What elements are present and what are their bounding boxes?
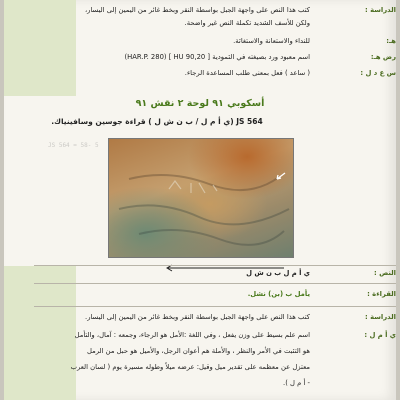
divider — [34, 265, 396, 266]
document-page — [4, 0, 396, 400]
study-text-2: ولكن للأسف الشديد تكملة النص غير واضحة. — [184, 19, 310, 27]
transliteration: ي أ م ل ب ن ش ل — [246, 269, 310, 277]
divider-2 — [34, 283, 396, 284]
inscription-subheading: JS 564 (ي أ م ل / ب ن ش ل ) قراءة جوسين وسافينياك. — [51, 117, 263, 126]
study-text-bottom: كتب هذا النص على واجهة الجبل بواسطة النقر وبخط غائر من اليمين إلى اليسار. — [85, 313, 310, 321]
yaml-text-4: - أ م ل ). — [283, 379, 310, 387]
text-label: النص : — [373, 269, 396, 277]
faded-margin-note: JS 564 = 58- 5 — [48, 142, 99, 149]
yaml-text-1: اسم علم بسيط على وزن يفعل ، وفي اللغة :الأمل هو الرجاء، وجمعه : آمال، والتأمل — [74, 331, 310, 339]
rd-text: اسم معبود ورد بصيغته في الثمودية [ HU 90,20 ] (HAR.P. 280) — [124, 53, 310, 61]
yaml-label: ي أ م ل : — [364, 331, 396, 339]
study-label-bottom: الدراسة : — [365, 313, 396, 321]
study-label: الدراسة : — [365, 6, 396, 14]
study-text-1: كتب هذا النص على واجهة الجبل بواسطة النقر وبخط غائر من اليمين إلى اليسار، — [84, 6, 310, 14]
reading-text: يأمل ب (بن) نشل. — [247, 290, 310, 298]
text-3: للنداء والاستعانة والاستغاثة. — [233, 37, 310, 45]
h-label: هـ: — [386, 37, 396, 45]
inscription-heading: أسكوبي ٩١ لوحة ٢ نقش ٩١ — [135, 98, 265, 109]
yaml-text-3: معتزل عن معظمه على تقدير ميل وقيل: عرضه ميلاً وطوله مسيرة يوم ( لسان العرب — [70, 363, 310, 371]
rock-texture — [109, 139, 293, 257]
rd-label: رض هـ: — [370, 53, 396, 61]
sad-label: س ع د ل : — [360, 69, 396, 77]
sad-text: ( ساعد ) فعل بمعنى طلب المساعدة الرجاء. — [184, 69, 310, 77]
reading-label: القراءة : — [367, 290, 396, 298]
inscription-photo — [108, 138, 294, 258]
yaml-text-2: هو التثبت في الأمر والنظر ، والأملة هم أعوان الرجل، والأميل هو حبل من الرمل — [87, 347, 310, 355]
divider-3 — [34, 306, 396, 307]
